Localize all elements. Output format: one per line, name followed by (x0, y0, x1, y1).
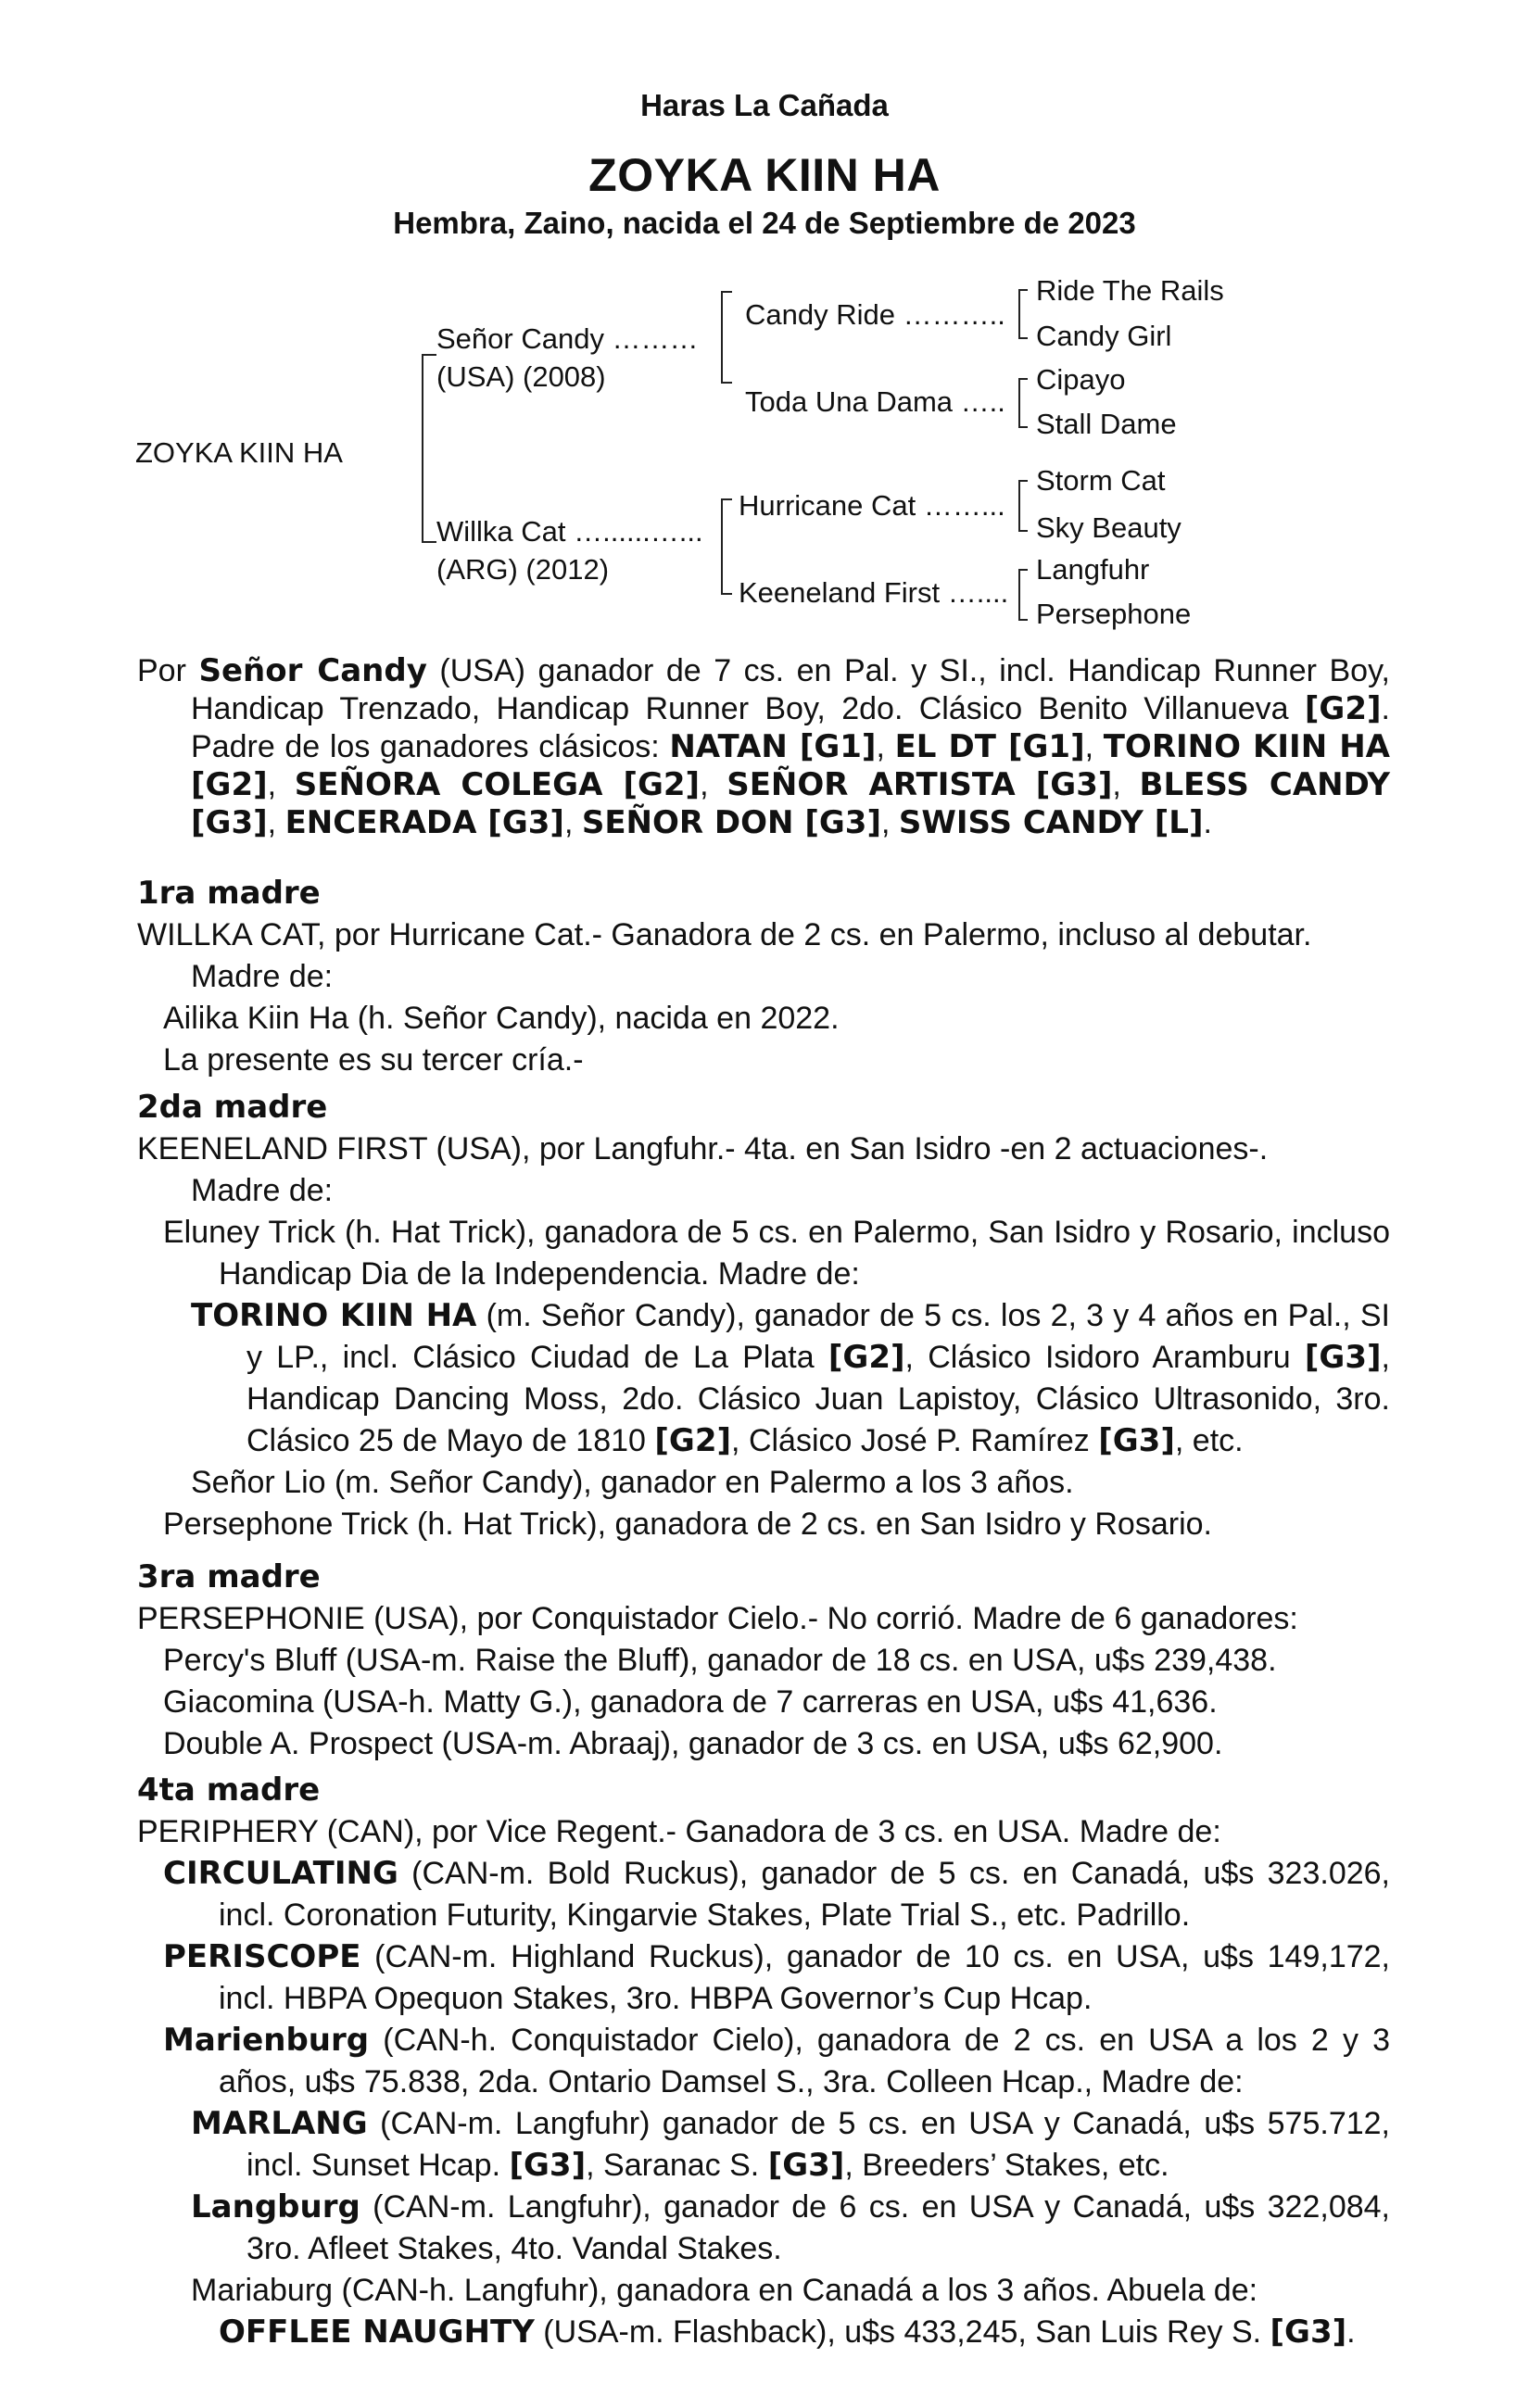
bracket-dam-side (721, 498, 723, 595)
section-heading: 3ra madre (137, 1558, 321, 1595)
bracket-ds-bottom (1018, 530, 1028, 532)
pedigree-sire: Señor Candy ……… (436, 322, 699, 355)
sire-record: (USA) ganador de 7 cs. en Pal. y SI., incl. Handicap Runner Boy, Handicap Trenzado, Handicap Runner Boy, 2do. Clásico Benito Villanueva (191, 653, 1390, 726)
pedigree-dds: Langfuhr (1036, 553, 1150, 586)
winner-name: BLESS CANDY [G3] (191, 766, 1390, 841)
bracket-sd-top (1018, 378, 1028, 380)
record-text: (CAN-m. Langfuhr), ganador de 6 cs. en USA y Canadá, u$s 322,084, 3ro. Afleet Stakes, 4to. Vandal Stakes. (246, 2189, 1390, 2266)
record-text: (CAN-m. Langfuhr) ganador de 5 cs. en USA y Canadá, u$s 575.712, incl. Sunset Hcap. (246, 2106, 1390, 2183)
section-heading: 2da madre (137, 1089, 328, 1126)
record-text: (m. Señor Candy), ganador de 5 cs. los 2, 3 y 4 años en Pal., SI y LP., incl. Clásico Ciudad de La Plata (246, 1298, 1390, 1375)
separator: , (1084, 729, 1104, 764)
produce-item (137, 2312, 1390, 2353)
pedigree-ds: Hurricane Cat ……... (739, 489, 1005, 522)
bracket-sire-side (721, 291, 723, 384)
produce-item: Eluney Trick (h. Hat Trick), ganadora de 5 cs. en Palermo, San Isidro y Rosario, incluso Handicap Dia de la Independencia. Madre de: (163, 1215, 1390, 1292)
dam-line: KEENELAND FIRST (USA), por Langfuhr.- 4ta. en San Isidro -en 2 actuaciones-. (137, 1131, 1269, 1166)
winner-name: SWISS CANDY [L] (898, 804, 1204, 841)
grade-badge: [G3] (509, 2147, 587, 2184)
record-text: , Breeders’ Stakes, etc. (844, 2148, 1169, 2183)
pedigree-dsd: Sky Beauty (1036, 511, 1182, 544)
bracket-ds (1018, 480, 1020, 532)
bracket-dd-top (1018, 569, 1028, 571)
produce-item: Double A. Prospect (USA-m. Abraaj), ganador de 3 cs. en USA, u$s 62,900. (163, 1726, 1223, 1761)
stakes-winner-name: CIRCULATING (163, 1855, 398, 1892)
grade-badge: [G3] (1270, 2313, 1347, 2351)
dam-line: WILLKA CAT, por Hurricane Cat.- Ganadora de 2 cs. en Palermo, incluso al debutar. (137, 917, 1312, 952)
winner-name: TORINO KIIN HA [G2] (191, 728, 1390, 803)
section-heading: 4ta madre (137, 1771, 321, 1809)
pedigree-ss: Candy Ride ……….. (745, 298, 1005, 331)
madre1-section (137, 873, 1390, 1081)
horse-name: ZOYKA KIIN HA (588, 149, 941, 201)
pedigree-dd: Keeneland First ….... (739, 576, 1009, 609)
dam-line: PERIPHERY (CAN), por Vice Regent.- Ganadora de 3 cs. en USA. Madre de: (137, 1814, 1221, 1849)
section-heading: 1ra madre (137, 875, 321, 912)
record-text: . (1346, 2314, 1356, 2350)
produce-item: Persephone Trick (h. Hat Trick), ganadora de 2 cs. en San Isidro y Rosario. (163, 1507, 1212, 1542)
produce-item (137, 1295, 1390, 1462)
pedigree-dam-origin: (ARG) (2012) (436, 553, 610, 586)
stakes-winner-name: MARLANG (191, 2105, 368, 2142)
grade-badge: [G2] (654, 1422, 732, 1459)
record-text: (CAN-h. Conquistador Cielo), ganadora de 2 cs. en USA a los 2 y 3 años, u$s 75.838, 2da. Ontario Damsel S., 3ra. Colleen Hcap., Madre de: (219, 2023, 1390, 2099)
stakes-placed-name: Langburg (191, 2188, 360, 2225)
pedigree-sdd: Stall Dame (1036, 408, 1177, 440)
separator: , (267, 805, 285, 840)
grade-badge: [G3] (1098, 1422, 1175, 1459)
produce-item: Giacomina (USA-h. Matty G.), ganadora de 7 carreras en USA, u$s 41,636. (163, 1684, 1218, 1720)
pedigree-ddd: Persephone (1036, 598, 1192, 630)
bracket-sd-bottom (1018, 426, 1028, 428)
bracket-ss (1018, 289, 1020, 339)
produce-item: Mariaburg (CAN-h. Langfuhr), ganadora en Canadá a los 3 años. Abuela de: (191, 2273, 1258, 2308)
bracket-ss-top (1018, 289, 1028, 291)
winner-name: SEÑORA COLEGA [G2] (294, 766, 701, 803)
winner-name: SEÑOR DON [G3] (581, 804, 881, 841)
madre-de: Madre de: (191, 1173, 334, 1208)
separator: , (881, 805, 899, 840)
produce-note: La presente es su tercer cría.- (163, 1042, 584, 1078)
separator: , (267, 767, 295, 802)
pedigree-sd: Toda Una Dama ….. (745, 385, 1005, 418)
produce-item: Ailika Kiin Ha (h. Señor Candy), nacida en 2022. (163, 1001, 840, 1036)
bracket-ss-bottom (1018, 337, 1028, 339)
bracket-sd (1018, 378, 1020, 428)
record-text: , Clásico Isidoro Aramburu (904, 1340, 1305, 1375)
winner-name: EL DT [G1] (894, 728, 1085, 765)
winner-name: SEÑOR ARTISTA [G3] (727, 766, 1113, 803)
produce-item (137, 2187, 1390, 2270)
end-period: . (1203, 805, 1212, 840)
sire-intro: Por (137, 653, 199, 688)
separator: , (563, 805, 582, 840)
stakes-winner-name: PERISCOPE (163, 1938, 361, 1975)
record-text: (USA-m. Flashback), u$s 433,245, San Luis Rey S. (534, 2314, 1270, 2350)
separator: , (876, 729, 895, 764)
bracket-dd (1018, 569, 1020, 621)
produce-item (137, 1936, 1390, 2020)
bracket-gen1 (422, 354, 423, 543)
sire-paragraph (137, 652, 1390, 842)
madre3-section (137, 1557, 1390, 1765)
stakes-winner-name: OFFLEE NAUGHTY (219, 2313, 535, 2351)
record-text: , Clásico José P. Ramírez (731, 1423, 1099, 1458)
madre4-section (137, 1770, 1390, 2353)
sire-winners-intro: . Padre de los ganadores clásicos: (191, 691, 1390, 764)
winner-name: ENCERADA [G3] (284, 804, 564, 841)
produce-item: Percy's Bluff (USA-m. Raise the Bluff), ganador de 18 cs. en USA, u$s 239,438. (163, 1643, 1277, 1678)
grade-badge: [G2] (1304, 690, 1382, 727)
horse-description: Hembra, Zaino, nacida el 24 de Septiembre de 2023 (393, 206, 1136, 240)
pedigree-dss: Storm Cat (1036, 464, 1166, 497)
pedigree-subject: ZOYKA KIIN HA (135, 436, 343, 469)
pedigree-dam: Willka Cat …......…... (436, 515, 703, 548)
bracket-dam-top (721, 498, 732, 500)
separator: , (1112, 767, 1140, 802)
winner-name: NATAN [G1] (669, 728, 877, 765)
pedigree-sss: Ride The Rails (1036, 274, 1224, 307)
produce-item (137, 1853, 1390, 1936)
dam-line: PERSEPHONIE (USA), por Conquistador Cielo.- No corrió. Madre de 6 ganadores: (137, 1601, 1298, 1636)
record-text: , etc. (1174, 1423, 1244, 1458)
separator: , (700, 767, 727, 802)
bracket-gen1-top (422, 354, 436, 356)
grade-badge: [G3] (1304, 1339, 1382, 1376)
madre2-section (137, 1087, 1390, 1545)
bracket-sire-top (721, 291, 732, 293)
record-text: , Saranac S. (586, 2148, 768, 2183)
bracket-ds-top (1018, 480, 1028, 482)
haras-name: Haras La Cañada (640, 88, 889, 122)
produce-item: Señor Lio (m. Señor Candy), ganador en Palermo a los 3 años. (191, 1465, 1074, 1500)
bracket-sire-bottom (721, 382, 732, 384)
produce-item (137, 2020, 1390, 2103)
bracket-gen1-bottom (422, 541, 436, 543)
stakes-winner-name: TORINO KIIN HA (191, 1297, 477, 1334)
sire-name: Señor Candy (198, 652, 427, 689)
pedigree-sire-origin: (USA) (2008) (436, 360, 606, 393)
pedigree-ssd: Candy Girl (1036, 320, 1172, 352)
pedigree-sds: Cipayo (1036, 363, 1126, 396)
grade-badge: [G2] (828, 1339, 905, 1376)
bracket-dd-bottom (1018, 619, 1028, 621)
produce-item (137, 2103, 1390, 2187)
record-text: (CAN-m. Bold Ruckus), ganador de 5 cs. en Canadá, u$s 323.026, incl. Coronation Futurity, Kingarvie Stakes, Plate Trial S., etc. Padrillo. (219, 1856, 1390, 1933)
stakes-placed-name: Marienburg (163, 2022, 370, 2059)
grade-badge: [G3] (767, 2147, 845, 2184)
sire-section (137, 652, 1390, 842)
record-text: (CAN-m. Highland Ruckus), ganador de 10 cs. en USA, u$s 149,172, incl. HBPA Opequon Stakes, 3ro. HBPA Governor’s Cup Hcap. (219, 1939, 1390, 2016)
record-text: , Handicap Dancing Moss, 2do. Clásico Juan Lapistoy, Clásico Ultrasonido, 3ro. Clásico 25 de Mayo de 1810 (246, 1340, 1390, 1458)
madre-de: Madre de: (191, 959, 334, 994)
bracket-dam-bottom (721, 593, 732, 595)
